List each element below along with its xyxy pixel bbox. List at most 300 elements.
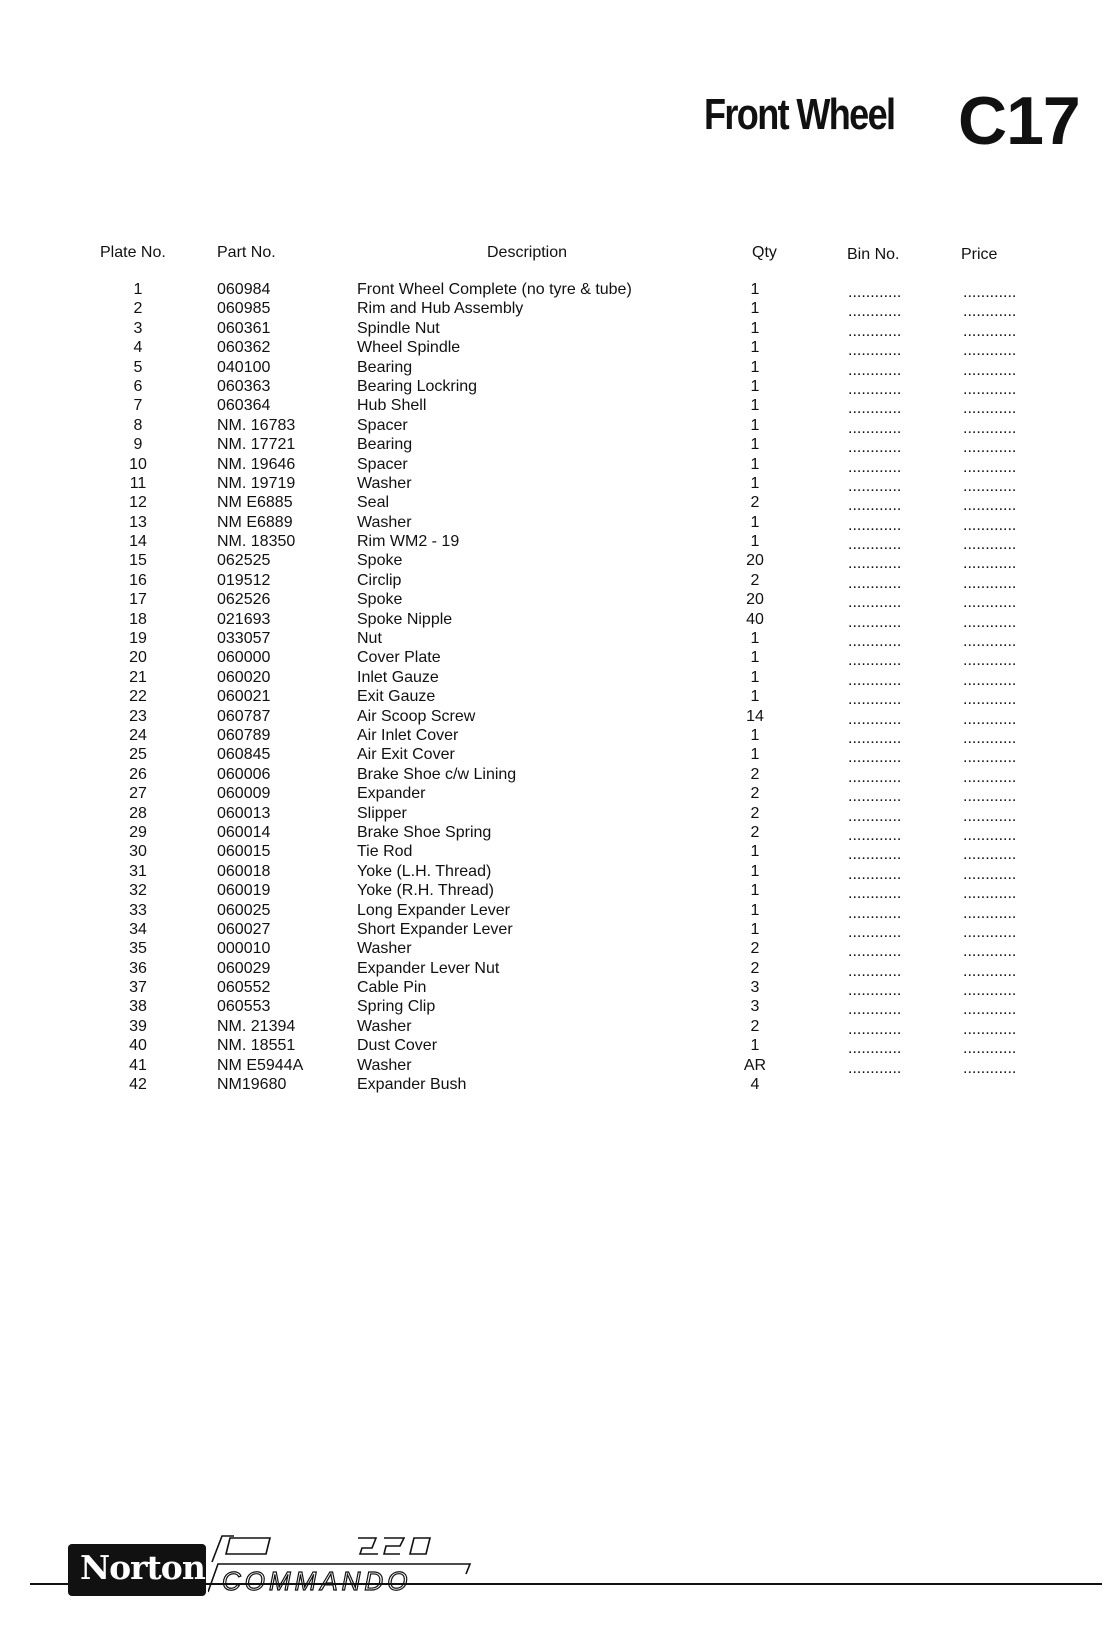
quantity: 1 [750, 416, 760, 434]
quantity: 2 [750, 959, 760, 977]
bin-number-blank: ............ [848, 826, 902, 844]
part-number: 060027 [217, 920, 271, 938]
plate-number: 13 [129, 513, 147, 531]
description: Spoke [357, 591, 403, 609]
plate-number: 36 [129, 959, 147, 977]
bin-number-blank: ............ [848, 613, 902, 631]
description: Spoke [357, 552, 403, 570]
table-row [0, 338, 1118, 360]
quantity: 20 [746, 552, 764, 570]
quantity: 4 [750, 1076, 760, 1094]
description: Slipper [357, 804, 407, 822]
table-row [0, 358, 1118, 377]
price-blank: ............ [963, 671, 1017, 689]
bin-number-blank: ............ [848, 671, 902, 689]
part-number: NM. 19646 [217, 455, 296, 473]
plate-number: 37 [129, 979, 147, 997]
plate-number: 8 [133, 416, 143, 434]
plate-number: 24 [129, 726, 147, 744]
price-blank: ............ [963, 1020, 1017, 1038]
price-blank: ............ [963, 691, 1017, 709]
plate-number: 2 [133, 300, 143, 318]
description: Seal [357, 494, 390, 512]
quantity: 1 [750, 668, 760, 686]
part-number: 060985 [217, 300, 271, 318]
price-blank: ............ [963, 458, 1017, 476]
plate-number: 19 [129, 630, 147, 648]
bin-number-blank: ............ [848, 303, 902, 321]
price-blank: ............ [963, 284, 1017, 301]
quantity: 1 [750, 300, 760, 318]
part-number: NM. 16783 [217, 416, 296, 434]
bin-number-blank: ............ [848, 516, 902, 534]
plate-number: 23 [129, 707, 147, 725]
price-blank: ............ [963, 594, 1017, 612]
price-blank: ............ [963, 497, 1017, 515]
price-blank: ............ [963, 1059, 1017, 1077]
plate-number: 5 [133, 358, 143, 376]
bin-number-blank: ............ [848, 885, 902, 903]
quantity: 1 [750, 726, 760, 744]
price-blank: ............ [963, 865, 1017, 883]
commando-750-logo [208, 1532, 478, 1602]
plate-number: 16 [129, 571, 147, 589]
table-row [0, 1075, 1118, 1094]
description: Bearing [357, 436, 413, 454]
price-blank: ............ [963, 342, 1017, 360]
description: Rim and Hub Assembly [357, 300, 524, 318]
table-row [0, 571, 1118, 590]
table-row [0, 493, 1118, 515]
description: Washer [357, 940, 412, 958]
plate-number: 1 [133, 281, 143, 298]
plate-number: 27 [129, 785, 147, 803]
column-header-part: Part No. [217, 244, 276, 261]
quantity: 2 [750, 804, 760, 822]
quantity: 1 [750, 882, 760, 900]
bin-number-blank: ............ [848, 458, 902, 476]
description: Brake Shoe c/w Lining [357, 765, 517, 783]
quantity: 1 [750, 281, 760, 298]
description: Short Expander Lever [357, 920, 513, 938]
part-number: NM E5944A [217, 1056, 304, 1074]
price-blank: ............ [963, 574, 1017, 592]
part-number: 060845 [217, 746, 271, 764]
part-number: 060984 [217, 281, 271, 298]
quantity: 1 [750, 649, 760, 667]
description: Wheel Spindle [357, 339, 461, 357]
table-row [0, 707, 1118, 726]
price-blank: ............ [963, 536, 1017, 554]
price-blank: ............ [963, 788, 1017, 806]
description: Air Scoop Screw [357, 707, 476, 725]
bin-number-blank: ............ [848, 691, 902, 709]
plate-number: 32 [129, 882, 147, 900]
bin-number-blank: ............ [848, 749, 902, 767]
description: Spring Clip [357, 998, 436, 1016]
table-row [0, 959, 1118, 978]
description: Long Expander Lever [357, 901, 510, 919]
quantity: 2 [750, 940, 760, 958]
plate-number: 10 [129, 455, 147, 473]
table-row [0, 532, 1118, 554]
bin-number-blank: ............ [848, 962, 902, 980]
plate-number: 26 [129, 765, 147, 783]
description: Air Inlet Cover [357, 726, 459, 744]
price-blank: ............ [963, 652, 1017, 670]
bin-number-blank: ............ [848, 380, 902, 398]
bin-number-blank: ............ [848, 1020, 902, 1038]
part-number: NM19680 [217, 1076, 287, 1094]
plate-number: 11 [129, 474, 147, 492]
quantity: 20 [746, 591, 764, 609]
description: Yoke (R.H. Thread) [357, 882, 494, 900]
description: Nut [357, 630, 382, 648]
description: Spindle Nut [357, 319, 440, 337]
bin-number-blank: ............ [848, 729, 902, 747]
price-blank: ............ [963, 613, 1017, 631]
plate-number: 25 [129, 746, 147, 764]
column-header-plate: Plate No. [100, 244, 166, 261]
part-number: 060787 [217, 707, 271, 725]
plate-number: 20 [129, 649, 147, 667]
bin-number-blank: ............ [848, 768, 902, 786]
parts-table [0, 280, 1118, 1094]
part-number: 060025 [217, 901, 271, 919]
part-number: 060000 [217, 649, 271, 667]
page-title: Front Wheel [704, 90, 895, 139]
table-row [0, 765, 1118, 784]
bin-number-blank: ............ [848, 284, 902, 301]
quantity: 1 [750, 688, 760, 706]
commando-wordmark: COMMANDO [222, 1566, 412, 1596]
bin-number-blank: ............ [848, 400, 902, 418]
part-number: 000010 [217, 940, 271, 958]
part-number: 060363 [217, 377, 271, 395]
bin-number-blank: ............ [848, 865, 902, 883]
bin-number-blank: ............ [848, 923, 902, 941]
table-row [0, 629, 1118, 651]
description: Bearing Lockring [357, 377, 478, 395]
part-number: 060006 [217, 765, 271, 783]
description: Spacer [357, 416, 408, 434]
quantity: 2 [750, 1017, 760, 1035]
bin-number-blank: ............ [848, 536, 902, 554]
quantity: 1 [750, 533, 760, 551]
plate-number: 14 [129, 533, 147, 551]
quantity: AR [743, 1056, 767, 1074]
price-blank: ............ [963, 477, 1017, 495]
table-row [0, 377, 1118, 396]
bin-number-blank: ............ [848, 807, 902, 825]
bin-number-blank: ............ [848, 342, 902, 360]
price-blank: ............ [963, 923, 1017, 941]
part-number: 060019 [217, 882, 271, 900]
price-blank: ............ [963, 710, 1017, 728]
table-row [0, 745, 1118, 767]
part-number: 060361 [217, 319, 271, 337]
price-blank: ............ [963, 555, 1017, 573]
bin-number-blank: ............ [848, 594, 902, 612]
plate-number: 12 [129, 494, 147, 512]
price-blank: ............ [963, 807, 1017, 825]
price-blank: ............ [963, 361, 1017, 379]
bin-number-blank: ............ [848, 1059, 902, 1077]
quantity: 1 [750, 630, 760, 648]
bin-number-blank: ............ [848, 574, 902, 592]
table-row [0, 474, 1118, 493]
quantity: 1 [750, 377, 760, 395]
price-blank: ............ [963, 826, 1017, 844]
table-row [0, 1036, 1118, 1058]
plate-number: 34 [129, 920, 147, 938]
table-row [0, 319, 1118, 338]
price-blank: ............ [963, 419, 1017, 437]
table-row [0, 881, 1118, 903]
description: Bearing [357, 358, 413, 376]
plate-number: 40 [129, 1037, 147, 1055]
column-header-qty: Qty [752, 244, 777, 261]
plate-number: 42 [129, 1076, 147, 1094]
table-row [0, 901, 1118, 920]
quantity: 1 [750, 1037, 760, 1055]
quantity: 3 [750, 979, 760, 997]
plate-number: 3 [133, 319, 143, 337]
column-header-bin: Bin No. [847, 246, 900, 263]
quantity: 1 [750, 358, 760, 376]
table-row [0, 551, 1118, 573]
part-number: 021693 [217, 610, 271, 628]
plate-number: 35 [129, 940, 147, 958]
plate-number: 31 [129, 862, 147, 880]
description: Expander Bush [357, 1076, 467, 1094]
bin-number-blank: ............ [848, 322, 902, 340]
plate-number: 28 [129, 804, 147, 822]
bin-number-blank: ............ [848, 710, 902, 728]
table-row [0, 668, 1118, 687]
part-number: 060020 [217, 668, 271, 686]
part-number: NM. 21394 [217, 1017, 296, 1035]
plate-number: 4 [133, 339, 143, 357]
part-number: NM. 18350 [217, 533, 296, 551]
plate-number: 22 [129, 688, 147, 706]
table-row [0, 280, 1118, 299]
part-number: 060014 [217, 823, 271, 841]
bin-number-blank: ............ [848, 788, 902, 806]
table-row [0, 842, 1118, 864]
description: Rim WM2 - 19 [357, 533, 460, 551]
table-row [0, 687, 1118, 709]
quantity: 1 [750, 920, 760, 938]
description: Dust Cover [357, 1037, 438, 1055]
quantity: 1 [750, 397, 760, 415]
table-row [0, 1056, 1118, 1075]
price-blank: ............ [963, 516, 1017, 534]
part-number: 040100 [217, 358, 271, 376]
quantity: 40 [746, 610, 764, 628]
table-row [0, 513, 1118, 532]
bin-number-blank: ............ [848, 943, 902, 961]
description: Air Exit Cover [357, 746, 455, 764]
part-number: NM E6889 [217, 513, 293, 531]
table-row [0, 299, 1118, 321]
price-blank: ............ [963, 885, 1017, 903]
price-blank: ............ [963, 439, 1017, 457]
quantity: 2 [750, 765, 760, 783]
bin-number-blank: ............ [848, 555, 902, 573]
price-blank: ............ [963, 904, 1017, 922]
quantity: 1 [750, 862, 760, 880]
quantity: 2 [750, 785, 760, 803]
price-blank: ............ [963, 400, 1017, 418]
table-row [0, 726, 1118, 745]
plate-number: 7 [133, 397, 143, 415]
price-blank: ............ [963, 303, 1017, 321]
bin-number-blank: ............ [848, 1001, 902, 1019]
table-row [0, 804, 1118, 823]
table-row [0, 784, 1118, 806]
plate-number: 38 [129, 998, 147, 1016]
bin-number-blank: ............ [848, 982, 902, 1000]
plate-number: 30 [129, 843, 147, 861]
description: Washer [357, 1056, 412, 1074]
part-number: 060018 [217, 862, 271, 880]
part-number: 060021 [217, 688, 271, 706]
table-row [0, 997, 1118, 1019]
table-row [0, 1017, 1118, 1036]
description: Spacer [357, 455, 408, 473]
part-number: 033057 [217, 630, 271, 648]
part-number: NM. 17721 [217, 436, 296, 454]
description: Yoke (L.H. Thread) [357, 862, 492, 880]
quantity: 2 [750, 823, 760, 841]
part-number: 062525 [217, 552, 271, 570]
part-number: 060553 [217, 998, 271, 1016]
part-number: NM E6885 [217, 494, 293, 512]
part-number: 060013 [217, 804, 271, 822]
part-number: 060009 [217, 785, 271, 803]
table-row [0, 590, 1118, 612]
bin-number-blank: ............ [848, 846, 902, 864]
table-row [0, 648, 1118, 670]
description: Hub Shell [357, 397, 427, 415]
description: Front Wheel Complete (no tyre & tube) [357, 281, 632, 298]
bin-number-blank: ............ [848, 439, 902, 457]
column-header-price: Price [961, 246, 998, 263]
quantity: 1 [750, 513, 760, 531]
quantity: 1 [750, 339, 760, 357]
price-blank: ............ [963, 729, 1017, 747]
table-row [0, 823, 1118, 842]
quantity: 2 [750, 571, 760, 589]
part-number: NM. 19719 [217, 474, 296, 492]
table-row [0, 455, 1118, 474]
description: Washer [357, 513, 412, 531]
bin-number-blank: ............ [848, 497, 902, 515]
part-number: NM. 18551 [217, 1037, 296, 1055]
table-row [0, 920, 1118, 939]
price-blank: ............ [963, 322, 1017, 340]
bin-number-blank: ............ [848, 904, 902, 922]
quantity: 1 [750, 319, 760, 337]
description: Circlip [357, 571, 402, 589]
plate-number: 18 [129, 610, 147, 628]
plate-number: 6 [133, 377, 143, 395]
column-header-description: Description [487, 244, 568, 261]
description: Cable Pin [357, 979, 427, 997]
plate-number: 9 [133, 436, 143, 454]
description: Exit Gauze [357, 688, 436, 706]
price-blank: ............ [963, 633, 1017, 651]
description: Tie Rod [357, 843, 413, 861]
price-blank: ............ [963, 962, 1017, 980]
plate-number: 29 [129, 823, 147, 841]
bin-number-blank: ............ [848, 652, 902, 670]
table-row [0, 396, 1118, 418]
bin-number-blank: ............ [848, 477, 902, 495]
table-row [0, 416, 1118, 435]
plate-number: 39 [129, 1017, 147, 1035]
price-blank: ............ [963, 846, 1017, 864]
model-number: 750 [358, 1554, 360, 1555]
price-blank: ............ [963, 749, 1017, 767]
plate-number: 15 [129, 552, 147, 570]
plate-number: 33 [129, 901, 147, 919]
bin-number-blank: ............ [848, 633, 902, 651]
description: Spoke Nipple [357, 610, 453, 628]
part-number: 060364 [217, 397, 271, 415]
bin-number-blank: ............ [848, 361, 902, 379]
norton-logo-text: Norton [80, 1548, 205, 1587]
quantity: 1 [750, 436, 760, 454]
price-blank: ............ [963, 982, 1017, 1000]
table-row [0, 978, 1118, 1000]
table-row [0, 939, 1118, 961]
description: Inlet Gauze [357, 668, 439, 686]
description: Brake Shoe Spring [357, 823, 492, 841]
part-number: 060552 [217, 979, 271, 997]
section-code: C17 [958, 83, 1080, 159]
part-number: 019512 [217, 571, 271, 589]
description: Washer [357, 1017, 412, 1035]
plate-number: 41 [129, 1056, 147, 1074]
quantity: 2 [750, 494, 760, 512]
plate-number: 17 [129, 591, 147, 609]
quantity: 3 [750, 998, 760, 1016]
description: Expander [357, 785, 426, 803]
price-blank: ............ [963, 1040, 1017, 1058]
part-number: 060362 [217, 339, 271, 357]
quantity: 1 [750, 843, 760, 861]
description: Washer [357, 474, 412, 492]
part-number: 060015 [217, 843, 271, 861]
table-row [0, 435, 1118, 457]
quantity: 1 [750, 901, 760, 919]
description: Cover Plate [357, 649, 441, 667]
description: Expander Lever Nut [357, 959, 500, 977]
price-blank: ............ [963, 380, 1017, 398]
table-row [0, 610, 1118, 629]
part-number: 062526 [217, 591, 271, 609]
part-number: 060029 [217, 959, 271, 977]
price-blank: ............ [963, 768, 1017, 786]
table-row [0, 862, 1118, 881]
quantity: 1 [750, 455, 760, 473]
quantity: 1 [750, 746, 760, 764]
price-blank: ............ [963, 943, 1017, 961]
price-blank: ............ [963, 1001, 1017, 1019]
part-number: 060789 [217, 726, 271, 744]
